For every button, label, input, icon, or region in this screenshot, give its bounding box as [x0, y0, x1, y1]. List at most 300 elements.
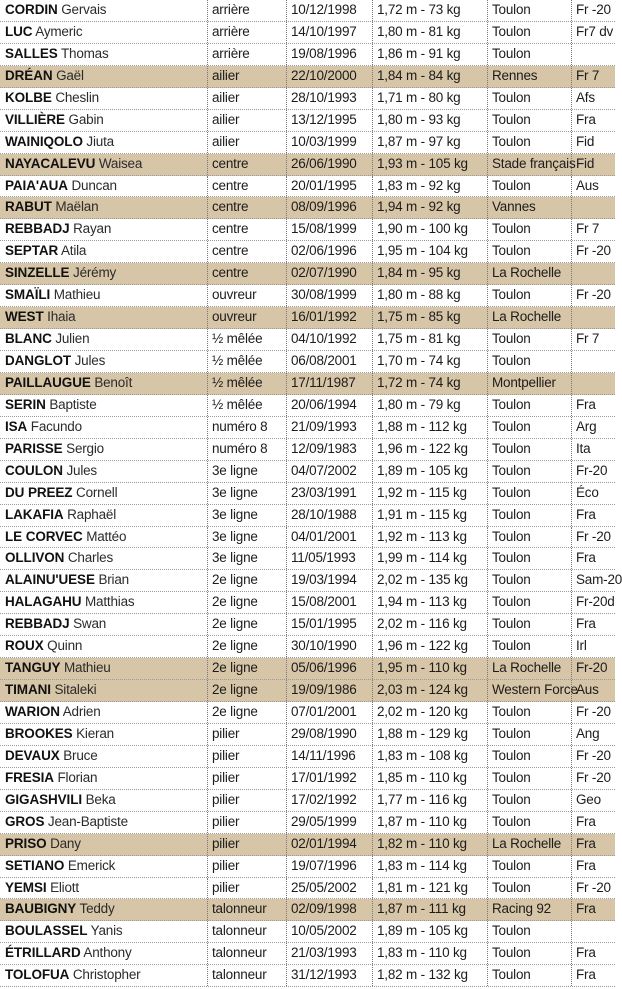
table-row: [0, 0, 615, 22]
table-row: [0, 878, 615, 900]
player-first-name: Christopher: [72, 967, 141, 983]
player-name-cell: [0, 724, 207, 745]
table-row: [0, 505, 615, 527]
player-selection: [571, 351, 615, 372]
player-selection: Fr -20: [571, 285, 615, 306]
player-first-name: Julien: [55, 331, 90, 347]
player-height-weight: 1,83 m - 114 kg: [372, 856, 487, 877]
player-last-name: WAINIQOLO: [5, 133, 83, 149]
player-first-name: Beka: [85, 791, 116, 807]
player-height-weight: 1,80 m - 93 kg: [372, 110, 487, 131]
table-row: [0, 285, 615, 307]
player-last-name: SEPTAR: [5, 243, 59, 259]
player-height-weight: 1,94 m - 92 kg: [372, 197, 487, 218]
player-last-name: SETIANO: [5, 857, 65, 873]
player-club: Western Force: [487, 680, 571, 701]
player-first-name: Jiuta: [86, 133, 114, 149]
player-first-name: Swan: [73, 616, 107, 632]
player-position: 3e ligne: [207, 461, 286, 482]
player-last-name: RABUT: [5, 199, 52, 215]
player-position: ailier: [207, 110, 286, 131]
player-position: centre: [207, 154, 286, 175]
player-last-name: VILLIÈRE: [5, 111, 65, 127]
player-club: La Rochelle: [487, 658, 571, 679]
player-last-name: LUC: [5, 23, 33, 39]
player-birthdate: 04/10/1992: [286, 329, 372, 350]
player-name-cell: [0, 66, 207, 87]
player-club: Rennes: [487, 66, 571, 87]
player-birthdate: 16/01/1992: [286, 307, 372, 328]
player-name-cell: [0, 439, 207, 460]
player-birthdate: 15/08/1999: [286, 219, 372, 240]
player-name-cell: [0, 0, 207, 21]
player-height-weight: 1,94 m - 113 kg: [372, 592, 487, 613]
player-height-weight: 1,90 m - 100 kg: [372, 219, 487, 240]
player-name-cell: [0, 592, 207, 613]
player-first-name: Quinn: [47, 638, 83, 654]
table-row: [0, 856, 615, 878]
player-birthdate: 02/09/1998: [286, 899, 372, 920]
player-birthdate: 02/06/1996: [286, 241, 372, 262]
player-selection: [571, 307, 615, 328]
player-first-name: Aymeric: [35, 23, 83, 39]
player-last-name: DEVAUX: [5, 747, 60, 763]
player-name-cell: [0, 878, 207, 899]
player-last-name: KOLBE: [5, 89, 52, 105]
player-first-name: Jules: [66, 462, 97, 478]
player-position: centre: [207, 197, 286, 218]
player-club: Toulon: [487, 724, 571, 745]
table-row: [0, 614, 615, 636]
player-position: talonneur: [207, 943, 286, 964]
player-club: Toulon: [487, 790, 571, 811]
player-last-name: ISA: [5, 418, 28, 434]
player-position: numéro 8: [207, 417, 286, 438]
player-first-name: Jules: [74, 353, 106, 368]
player-birthdate: 14/11/1996: [286, 746, 372, 767]
player-first-name: Sergio: [66, 440, 104, 456]
player-last-name: PRISO: [5, 835, 47, 851]
player-selection: Fr -20: [571, 702, 615, 723]
player-club: Toulon: [487, 351, 571, 372]
player-birthdate: 20/06/1994: [286, 395, 372, 416]
table-row: [0, 592, 615, 614]
table-row: [0, 439, 615, 461]
table-row: [0, 417, 615, 439]
player-club: Racing 92: [487, 899, 571, 920]
player-position: centre: [207, 176, 286, 197]
player-height-weight: 1,89 m - 105 kg: [372, 461, 487, 482]
player-height-weight: 1,83 m - 92 kg: [372, 176, 487, 197]
player-selection: Fid: [571, 154, 615, 175]
player-birthdate: 20/01/1995: [286, 176, 372, 197]
player-club: Toulon: [487, 856, 571, 877]
player-height-weight: 2,02 m - 120 kg: [372, 702, 487, 723]
player-position: arrière: [207, 22, 286, 43]
player-selection: Fr -20: [571, 0, 615, 21]
player-first-name: Raphaël: [67, 506, 116, 522]
player-position: pilier: [207, 812, 286, 833]
player-birthdate: 19/03/1994: [286, 570, 372, 591]
player-club: Toulon: [487, 395, 571, 416]
player-position: pilier: [207, 724, 286, 745]
table-row: [0, 636, 615, 658]
player-birthdate: 19/07/1996: [286, 856, 372, 877]
player-name-cell: [0, 483, 207, 504]
player-height-weight: 1,80 m - 81 kg: [372, 22, 487, 43]
player-position: ½ mêlée: [207, 373, 286, 394]
player-club: Toulon: [487, 965, 571, 986]
player-birthdate: 29/05/1999: [286, 812, 372, 833]
player-height-weight: 1,96 m - 122 kg: [372, 636, 487, 657]
player-selection: Fra: [571, 110, 615, 131]
player-first-name: Atila: [60, 243, 87, 259]
player-position: 2e ligne: [207, 614, 286, 635]
table-row: [0, 461, 615, 483]
table-row: [0, 132, 615, 154]
player-last-name: REBBADJ: [5, 616, 70, 632]
player-name-cell: [0, 461, 207, 482]
player-birthdate: 05/06/1996: [286, 658, 372, 679]
player-last-name: TOLOFUA: [5, 967, 70, 983]
player-height-weight: 2,03 m - 124 kg: [372, 680, 487, 701]
player-first-name: Florian: [57, 769, 98, 785]
player-name-cell: [0, 899, 207, 920]
player-name-cell: [0, 307, 207, 328]
player-club: Stade français: [487, 154, 571, 175]
player-club: Toulon: [487, 636, 571, 657]
player-selection: Ang: [571, 724, 615, 745]
player-height-weight: 1,80 m - 79 kg: [372, 395, 487, 416]
player-position: centre: [207, 263, 286, 284]
player-position: pilier: [207, 834, 286, 855]
table-row: [0, 44, 615, 66]
player-selection: Fra: [571, 812, 615, 833]
player-position: 3e ligne: [207, 505, 286, 526]
player-height-weight: 1,92 m - 115 kg: [372, 483, 487, 504]
player-name-cell: [0, 241, 207, 262]
player-selection: Fra: [571, 899, 615, 920]
player-first-name: Adrien: [62, 704, 101, 719]
player-selection: Fra: [571, 943, 615, 964]
player-last-name: LAKAFIA: [5, 506, 64, 522]
player-position: ailier: [207, 88, 286, 109]
table-row: [0, 395, 615, 417]
table-row: [0, 790, 615, 812]
player-club: Toulon: [487, 746, 571, 767]
player-first-name: Matthias: [85, 594, 135, 610]
player-birthdate: 25/05/2002: [286, 878, 372, 899]
player-name-cell: [0, 856, 207, 877]
player-name-cell: [0, 658, 207, 679]
table-row: [0, 724, 615, 746]
player-birthdate: 15/01/1995: [286, 614, 372, 635]
player-last-name: FRESIA: [5, 769, 54, 785]
player-club: Toulon: [487, 241, 571, 262]
player-height-weight: 1,87 m - 111 kg: [372, 899, 487, 920]
player-last-name: GROS: [5, 813, 45, 829]
player-name-cell: [0, 834, 207, 855]
player-name-cell: [0, 110, 207, 131]
player-position: 3e ligne: [207, 483, 286, 504]
player-selection: Fr-20: [571, 461, 615, 482]
player-name-cell: [0, 790, 207, 811]
player-position: centre: [207, 219, 286, 240]
player-birthdate: 21/03/1993: [286, 943, 372, 964]
player-position: arrière: [207, 0, 286, 21]
player-first-name: Duncan: [71, 177, 117, 193]
player-name-cell: [0, 702, 207, 723]
player-first-name: Rayan: [73, 221, 112, 237]
player-last-name: BLANC: [5, 331, 52, 347]
player-first-name: Waisea: [98, 155, 143, 171]
player-first-name: Jérémy: [73, 265, 117, 281]
player-name-cell: [0, 44, 207, 65]
player-position: talonneur: [207, 921, 286, 942]
player-first-name: Facundo: [30, 418, 82, 434]
table-row: [0, 527, 615, 549]
player-last-name: SMAÏLI: [5, 287, 51, 303]
player-position: pilier: [207, 746, 286, 767]
player-birthdate: 04/01/2001: [286, 527, 372, 548]
player-position: 2e ligne: [207, 680, 286, 701]
player-club: Toulon: [487, 921, 571, 942]
player-first-name: Kieran: [76, 725, 114, 741]
player-selection: Fr -20: [571, 878, 615, 899]
player-last-name: WEST: [5, 309, 44, 325]
player-position: 2e ligne: [207, 702, 286, 723]
player-height-weight: 1,75 m - 85 kg: [372, 307, 487, 328]
player-position: ½ mêlée: [207, 351, 286, 372]
player-last-name: SERIN: [5, 396, 46, 412]
player-birthdate: 17/11/1987: [286, 373, 372, 394]
player-selection: Irl: [571, 636, 615, 657]
player-height-weight: 1,91 m - 115 kg: [372, 505, 487, 526]
player-first-name: Charles: [67, 550, 113, 566]
player-selection: Fra: [571, 614, 615, 635]
player-birthdate: 29/08/1990: [286, 724, 372, 745]
player-height-weight: 1,85 m - 110 kg: [372, 768, 487, 789]
player-club: La Rochelle: [487, 834, 571, 855]
player-club: Toulon: [487, 44, 571, 65]
table-row: [0, 307, 615, 329]
player-name-cell: [0, 570, 207, 591]
player-selection: Fr7 dv: [571, 22, 615, 43]
player-name-cell: [0, 680, 207, 701]
player-position: 3e ligne: [207, 548, 286, 569]
player-last-name: BROOKES: [5, 725, 73, 741]
player-last-name: GIGASHVILI: [5, 791, 83, 807]
player-position: ouvreur: [207, 307, 286, 328]
player-first-name: Cheslin: [55, 89, 99, 105]
player-birthdate: 15/08/2001: [286, 592, 372, 613]
player-selection: Fra: [571, 548, 615, 569]
player-height-weight: 1,71 m - 80 kg: [372, 88, 487, 109]
player-selection: Aus: [571, 680, 615, 701]
player-club: Toulon: [487, 614, 571, 635]
player-height-weight: 1,99 m - 114 kg: [372, 548, 487, 569]
player-last-name: TANGUY: [5, 660, 61, 676]
player-height-weight: 1,87 m - 97 kg: [372, 132, 487, 153]
player-selection: Geo: [571, 790, 615, 811]
player-name-cell: [0, 176, 207, 197]
player-selection: Fr -20: [571, 746, 615, 767]
player-height-weight: 1,88 m - 129 kg: [372, 724, 487, 745]
player-position: 2e ligne: [207, 570, 286, 591]
player-club: Toulon: [487, 461, 571, 482]
player-selection: [571, 921, 615, 942]
player-position: 2e ligne: [207, 592, 286, 613]
player-selection: Fr 7: [571, 66, 615, 87]
player-selection: Fr -20: [571, 241, 615, 262]
player-birthdate: 10/12/1998: [286, 0, 372, 21]
player-last-name: ROUX: [5, 638, 44, 654]
player-club: Toulon: [487, 329, 571, 350]
player-club: La Rochelle: [487, 307, 571, 328]
player-birthdate: 02/01/1994: [286, 834, 372, 855]
player-club: Toulon: [487, 527, 571, 548]
player-name-cell: [0, 548, 207, 569]
player-selection: Fr-20d: [571, 592, 615, 613]
player-selection: Fra: [571, 505, 615, 526]
player-first-name: Bruce: [63, 747, 98, 763]
player-club: Toulon: [487, 505, 571, 526]
player-selection: Fra: [571, 395, 615, 416]
player-first-name: Cornell: [76, 484, 118, 500]
player-club: Toulon: [487, 0, 571, 21]
player-last-name: COULON: [5, 462, 63, 478]
player-height-weight: 1,87 m - 110 kg: [372, 812, 487, 833]
player-last-name: DRÉAN: [5, 67, 53, 83]
table-row: [0, 263, 615, 285]
table-row: [0, 373, 615, 395]
player-name-cell: [0, 965, 207, 986]
player-club: La Rochelle: [487, 263, 571, 284]
player-selection: Fr -20: [571, 768, 615, 789]
player-selection: [571, 263, 615, 284]
player-height-weight: 1,82 m - 110 kg: [372, 834, 487, 855]
player-position: 2e ligne: [207, 636, 286, 657]
player-birthdate: 17/01/1992: [286, 768, 372, 789]
player-last-name: PAIA'AUA: [5, 177, 68, 193]
player-name-cell: [0, 505, 207, 526]
player-birthdate: 11/05/1993: [286, 548, 372, 569]
player-birthdate: 19/08/1996: [286, 44, 372, 65]
table-row: [0, 570, 622, 592]
player-birthdate: 07/01/2001: [286, 702, 372, 723]
player-position: ailier: [207, 132, 286, 153]
player-first-name: Teddy: [79, 901, 115, 917]
player-first-name: Benoît: [94, 374, 133, 390]
table-row: [0, 812, 615, 834]
player-height-weight: 1,82 m - 132 kg: [372, 965, 487, 986]
player-birthdate: 19/09/1986: [286, 680, 372, 701]
player-club: Toulon: [487, 812, 571, 833]
player-first-name: Gabin: [68, 111, 104, 127]
player-height-weight: 1,70 m - 74 kg: [372, 351, 487, 372]
player-selection: Fr 7: [571, 329, 615, 350]
player-selection: Fr-20: [571, 658, 615, 679]
player-club: Toulon: [487, 570, 571, 591]
player-selection: Ita: [571, 439, 615, 460]
table-row: [0, 658, 615, 680]
player-birthdate: 30/08/1999: [286, 285, 372, 306]
table-row: [0, 88, 615, 110]
player-club: Toulon: [487, 592, 571, 613]
player-first-name: Gervais: [61, 2, 107, 17]
player-birthdate: 28/10/1988: [286, 505, 372, 526]
player-height-weight: 1,95 m - 110 kg: [372, 658, 487, 679]
table-row: [0, 219, 615, 241]
player-last-name: CORDIN: [5, 2, 58, 17]
player-position: ouvreur: [207, 285, 286, 306]
player-position: ½ mêlée: [207, 395, 286, 416]
player-selection: Fr 7: [571, 219, 615, 240]
player-club: Toulon: [487, 417, 571, 438]
player-last-name: REBBADJ: [5, 221, 70, 237]
player-name-cell: [0, 417, 207, 438]
player-name-cell: [0, 154, 207, 175]
player-name-cell: [0, 746, 207, 767]
player-selection: [571, 197, 615, 218]
player-birthdate: 30/10/1990: [286, 636, 372, 657]
player-height-weight: 1,84 m - 84 kg: [372, 66, 487, 87]
player-last-name: WARION: [5, 704, 60, 719]
player-position: ½ mêlée: [207, 329, 286, 350]
player-name-cell: [0, 636, 207, 657]
player-last-name: LE CORVEC: [5, 528, 83, 544]
player-club: Toulon: [487, 176, 571, 197]
player-name-cell: [0, 395, 207, 416]
player-selection: Afs: [571, 88, 615, 109]
player-name-cell: [0, 527, 207, 548]
player-last-name: OLLIVON: [5, 550, 65, 566]
player-name-cell: [0, 285, 207, 306]
player-selection: Fr -20: [571, 527, 615, 548]
player-last-name: BAUBIGNY: [5, 901, 77, 917]
player-selection: Fra: [571, 965, 615, 986]
player-name-cell: [0, 197, 207, 218]
player-birthdate: 21/09/1993: [286, 417, 372, 438]
player-height-weight: 1,96 m - 122 kg: [372, 439, 487, 460]
player-first-name: Dany: [50, 835, 81, 851]
player-birthdate: 31/12/1993: [286, 965, 372, 986]
player-selection: [571, 44, 615, 65]
player-height-weight: 1,84 m - 95 kg: [372, 263, 487, 284]
player-first-name: Sitaleki: [54, 682, 97, 698]
player-birthdate: 12/09/1983: [286, 439, 372, 460]
player-last-name: SALLES: [5, 45, 58, 61]
player-height-weight: 2,02 m - 116 kg: [372, 614, 487, 635]
table-row: [0, 66, 615, 88]
player-birthdate: 23/03/1991: [286, 483, 372, 504]
player-height-weight: 1,86 m - 91 kg: [372, 44, 487, 65]
player-first-name: Jean-Baptiste: [47, 813, 128, 829]
player-name-cell: [0, 263, 207, 284]
player-first-name: Mattéo: [86, 528, 127, 544]
player-last-name: ALAINU'UESE: [5, 572, 95, 588]
player-name-cell: [0, 219, 207, 240]
player-first-name: Emerick: [67, 857, 116, 873]
player-first-name: Anthony: [83, 945, 132, 961]
player-club: Toulon: [487, 483, 571, 504]
player-position: pilier: [207, 790, 286, 811]
player-birthdate: 28/10/1993: [286, 88, 372, 109]
table-row: [0, 965, 615, 987]
player-name-cell: [0, 373, 207, 394]
table-row: [0, 110, 615, 132]
player-first-name: Mathieu: [53, 287, 101, 303]
